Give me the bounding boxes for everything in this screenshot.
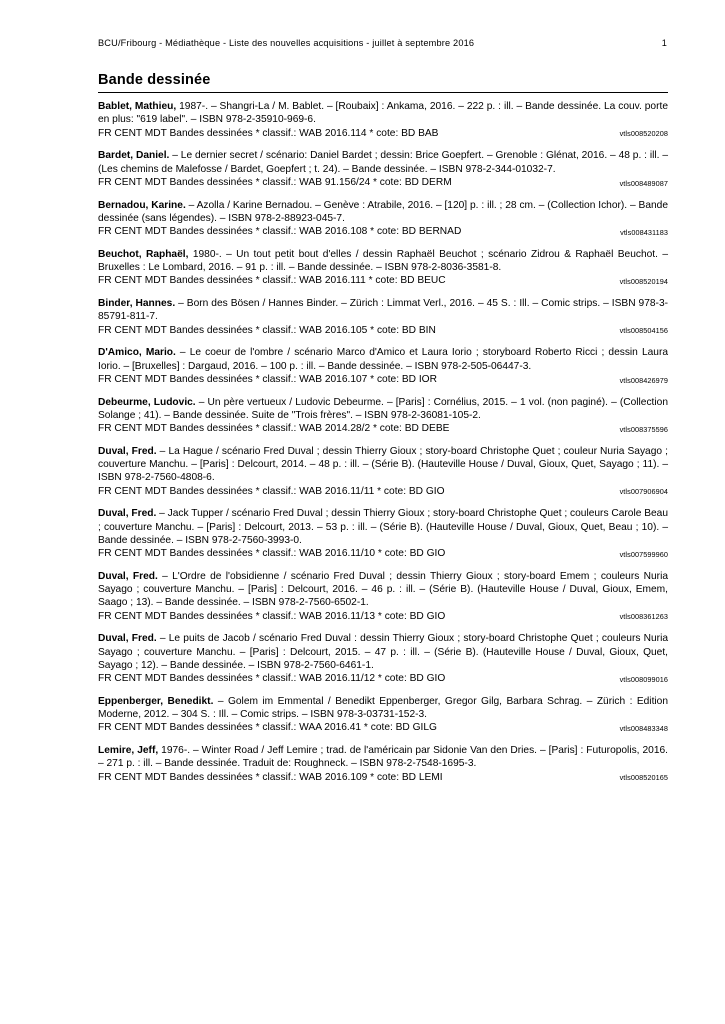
entry-record-id: vtls008375596	[619, 424, 668, 434]
entry-description	[98, 199, 668, 226]
entry-author: Debeurme, Ludovic.	[98, 396, 196, 408]
entry-shelf-line	[98, 176, 668, 189]
entry-shelf-line	[98, 274, 668, 287]
entry-call-number: FR CENT MDT Bandes dessinées * classif.: WAB 2016.11/11 * cote: BD GIO	[98, 485, 445, 497]
entry-description	[98, 297, 668, 324]
entry-record-id: vtls008504156	[619, 326, 668, 336]
entry-record-id: vtls008099016	[619, 674, 668, 684]
entry-details: – Born des Bösen / Hannes Binder. – Zürich : Limmat Verl., 2016. – 45 S. : Ill. – Comic strips. – ISBN 978-3-85791-811-7.	[98, 298, 668, 323]
bibliographic-entry	[98, 297, 668, 337]
entry-record-id: vtls008520194	[619, 277, 668, 287]
bibliographic-entry	[98, 507, 668, 560]
entry-description	[98, 248, 668, 275]
entry-shelf-line	[98, 610, 668, 623]
entry-record-id: vtls008483348	[619, 724, 668, 734]
entry-call-number: FR CENT MDT Bandes dessinées * classif.: WAB 2016.11/13 * cote: BD GIO	[98, 610, 446, 622]
entry-call-number: FR CENT MDT Bandes dessinées * classif.: WAB 2016.114 * cote: BD BAB	[98, 127, 439, 139]
entry-description	[98, 149, 668, 176]
entry-call-number: FR CENT MDT Bandes dessinées * classif.: WAB 2016.108 * cote: BD BERNAD	[98, 226, 462, 237]
page-header	[98, 38, 667, 48]
bibliographic-entry	[98, 199, 668, 239]
entry-call-number: FR CENT MDT Bandes dessinées * classif.: WAB 91.156/24 * cote: BD DERM	[98, 176, 452, 188]
entry-shelf-line	[98, 771, 668, 784]
bibliographic-entry	[98, 396, 668, 436]
entry-record-id: vtls008520165	[619, 773, 668, 783]
entry-author: Duval, Fred.	[98, 570, 158, 582]
bibliographic-entry	[98, 445, 668, 498]
entry-description	[98, 507, 668, 547]
entry-call-number: FR CENT MDT Bandes dessinées * classif.: WAB 2014.28/2 * cote: BD DEBE	[98, 423, 450, 434]
entry-shelf-line	[98, 485, 668, 498]
entry-call-number: FR CENT MDT Bandes dessinées * classif.: WAB 2016.105 * cote: BD BIN	[98, 324, 436, 336]
bibliographic-entry	[98, 346, 668, 386]
entry-author: Eppenberger, Benedikt.	[98, 695, 214, 707]
entry-details: – Jack Tupper / scénario Fred Duval ; dessin Thierry Gioux ; story-board Christophe Quet ; couleurs Carole Beau ; couverture Manchu. – [Paris] : Delcourt, 2013. – 53 p. : ill. – (Série B). (Hauteville House / Duval, Gioux, Quet, Beau ; 10). – Bande dessinée. – ISBN 978-2-7560-3993-0.	[98, 508, 668, 546]
entry-author: Duval, Fred.	[98, 445, 157, 457]
entry-shelf-line	[98, 373, 668, 386]
entry-shelf-line	[98, 225, 668, 238]
entry-details: – La Hague / scénario Fred Duval ; dessin Thierry Gioux ; story-board Christophe Quet ; couleur Nuria Sayago ; couverture Manchu. – [Paris] : Delcourt, 2014. – 48 p. : ill. – (Série B). (Hauteville House / Duval, Gioux, Quet, Sayago ; 11). – ISBN 978-2-7560-4808-6.	[98, 445, 668, 484]
entry-author: Lemire, Jeff,	[98, 745, 159, 756]
entry-author: D'Amico, Mario.	[98, 347, 176, 359]
bibliographic-entry	[98, 744, 668, 784]
entry-call-number: FR CENT MDT Bandes dessinées * classif.: WAB 2016.11/10 * cote: BD GIO	[98, 548, 446, 559]
entry-shelf-line	[98, 324, 668, 337]
entry-call-number: FR CENT MDT Bandes dessinées * classif.: WAB 2016.107 * cote: BD IOR	[98, 373, 437, 385]
entry-shelf-line	[98, 127, 668, 140]
document-content	[98, 72, 668, 793]
entry-list	[98, 100, 668, 784]
header-title: BCU/Fribourg - Médiathèque - Liste des nouvelles acquisitions - juillet à septembre 2016	[98, 38, 475, 48]
entry-details: – Un père vertueux / Ludovic Debeurme. – [Paris] : Cornélius, 2015. – 1 vol. (non paginé). – (Collection Solange ; 41). – Bande dessinée. Suite de "Trois frères". – ISBN 978-2-36081-105-2.	[98, 396, 668, 421]
entry-record-id: vtls008361263	[619, 612, 668, 622]
entry-record-id: vtls007599960	[619, 549, 668, 559]
bibliographic-entry	[98, 248, 668, 288]
bibliographic-entry	[98, 695, 668, 735]
entry-details: – Le dernier secret / scénario: Daniel Bardet ; dessin: Brice Goepfert. – Grenoble : Glénat, 2016. – 48 p. : ill. – (Les chemins de Malefosse / Bardet, Goepfert ; t. 24). – Bande dessinée. – ISBN 978-2-344-01032-7.	[98, 150, 668, 175]
entry-description	[98, 396, 668, 423]
entry-author: Duval, Fred.	[98, 633, 157, 645]
bibliographic-entry	[98, 100, 668, 140]
entry-details: 1987-. – Shangri-La / M. Bablet. – [Roubaix] : Ankama, 2016. – 222 p. : ill. – Bande dessinée. La couv. porte en plus: "619 label". – ISBN 978-2-35910-969-6.	[98, 101, 668, 126]
entry-details: 1980-. – Un tout petit bout d'elles / dessin Raphaël Beuchot ; scénario Zidrou & Raphaël Beuchot. – Bruxelles : Le Lombard, 2016. – 91 p. : ill. – Bande dessinée. – ISBN 978-2-8036-3581-8.	[98, 248, 669, 273]
entry-description	[98, 346, 668, 373]
entry-details: – Golem im Emmental / Benedikt Eppenberger, Gregor Gilg, Barbara Schrag. – Zürich : Edition Moderne, 2012. – 304 S. : Ill. – Comic strips. – ISBN 978-3-03731-152-3.	[98, 695, 668, 720]
bibliographic-entry	[98, 632, 668, 685]
entry-description	[98, 695, 668, 722]
entry-call-number: FR CENT MDT Bandes dessinées * classif.: WAB 2016.11/12 * cote: BD GIO	[98, 673, 446, 684]
entry-shelf-line	[98, 547, 668, 560]
entry-description	[98, 100, 668, 127]
bibliographic-entry	[98, 149, 668, 189]
entry-record-id: vtls008489087	[619, 178, 668, 188]
entry-record-id: vtls008520208	[619, 129, 668, 139]
entry-details: – Le coeur de l'ombre / scénario Marco d'Amico et Laura Iorio ; storyboard Roberto Ricci ; dessin Laura Iorio. – [Bruxelles] : Dargaud, 2016. – 100 p. : ill. – Bande dessinée. – ISBN 978-2-505-06447-3.	[98, 347, 668, 372]
entry-description	[98, 632, 668, 672]
entry-author: Binder, Hannes.	[98, 298, 176, 309]
entry-description	[98, 445, 668, 485]
entry-record-id: vtls008426979	[619, 375, 668, 385]
entry-details: – L'Ordre de l'obsidienne / scénario Fred Duval ; dessin Thierry Gioux ; story-board Emem ; couleurs Nuria Sayago ; couverture Manchu. – [Paris] : Delcourt, 2016. – 46 p. : ill. – (Série B). (Hauteville House / Duval, Gioux, Emem, Saago ; 13). – Bande dessinée. – ISBN 978-2-7560-6502-1.	[98, 570, 668, 609]
section-title: Bande dessinée	[98, 72, 668, 93]
entry-details: – Azolla / Karine Bernadou. – Genève : Atrabile, 2016. – [120] p. : ill. ; 28 cm. – (Collection Ichor). – Bande dessinée (sans légendes). – ISBN 978-2-88923-045-7.	[98, 199, 668, 224]
bibliographic-entry	[98, 570, 668, 623]
page-number: 1	[661, 38, 667, 48]
entry-call-number: FR CENT MDT Bandes dessinées * classif.: WAB 2016.111 * cote: BD BEUC	[98, 275, 446, 287]
entry-author: Bardet, Daniel.	[98, 150, 170, 162]
entry-details: 1976-. – Winter Road / Jeff Lemire ; trad. de l'américain par Sidonie Van den Dries. – [Paris] : Futuropolis, 2016. – 271 p. : ill. – Bande dessinée. Traduit de: Roughneck. – ISBN 978-2-7548-1695-3.	[98, 745, 668, 770]
entry-description	[98, 570, 668, 610]
entry-author: Bablet, Mathieu,	[98, 101, 177, 112]
entry-description	[98, 744, 668, 771]
entry-shelf-line	[98, 672, 668, 685]
entry-shelf-line	[98, 422, 668, 435]
entry-call-number: FR CENT MDT Bandes dessinées * classif.: WAA 2016.41 * cote: BD GILG	[98, 722, 437, 734]
entry-record-id: vtls007906904	[619, 487, 668, 497]
entry-record-id: vtls008431183	[620, 227, 668, 237]
entry-call-number: FR CENT MDT Bandes dessinées * classif.: WAB 2016.109 * cote: BD LEMI	[98, 771, 443, 783]
entry-shelf-line	[98, 721, 668, 734]
entry-author: Bernadou, Karine.	[98, 199, 186, 211]
entry-details: – Le puits de Jacob / scénario Fred Duval : dessin Thierry Gioux ; story-board Christophe Quet ; couleurs Nuria Sayago ; couverture Manchu. – [Paris] : Delcourt, 2015. – 47 p. : ill. – (Série B). (Hauteville House / Duval, Gioux, Quet, Sayago ; 12). – Bande dessinée. – ISBN 978-2-7560-6461-1.	[98, 633, 668, 671]
entry-author: Beuchot, Raphaël,	[98, 248, 189, 260]
entry-author: Duval, Fred.	[98, 508, 157, 520]
